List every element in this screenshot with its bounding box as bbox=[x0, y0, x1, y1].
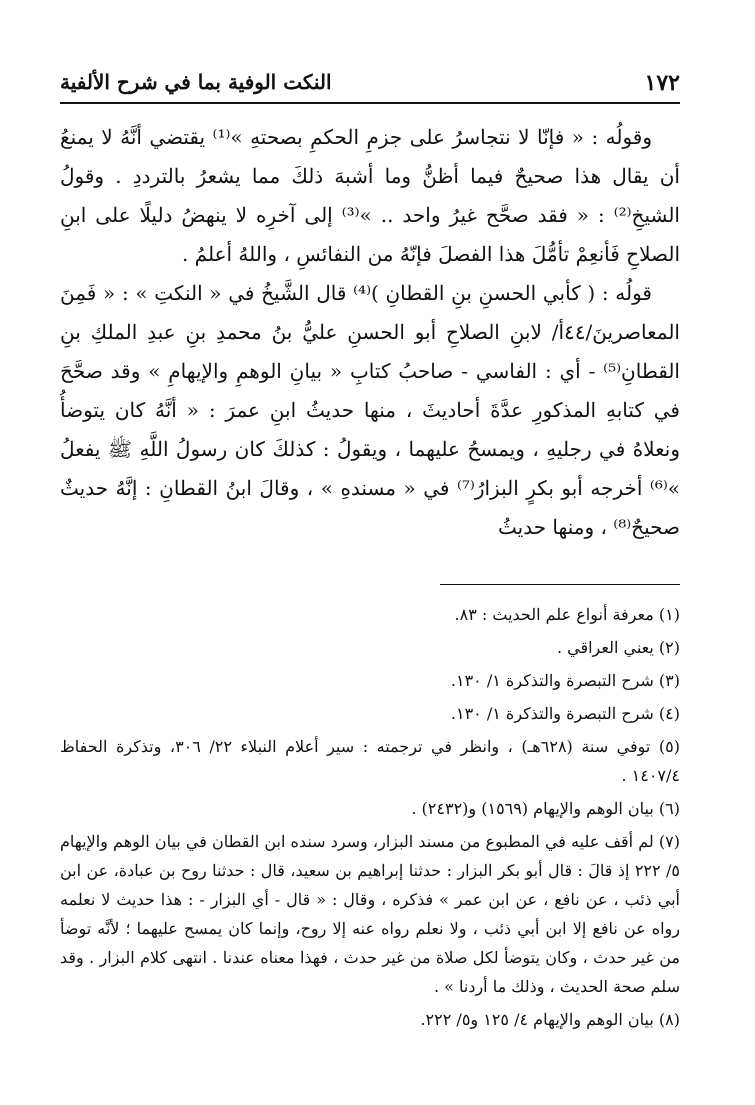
main-text bbox=[60, 118, 680, 547]
footnote: (٢) يعني العراقي . bbox=[556, 638, 680, 657]
header-rule bbox=[60, 102, 680, 104]
page-header bbox=[60, 60, 680, 102]
footnote: (٦) بيان الوهم والإيهام (١٥٦٩) و(٢٤٣٢) . bbox=[411, 799, 680, 818]
footnote: (٣) شرح التبصرة والتذكرة ١/ ١٣٠. bbox=[450, 671, 680, 690]
footnote: (٥) توفي سنة (٦٢٨هـ) ، وانظر في ترجمته : سير أعلام النبلاء ٢٢/ ٣٠٦، وتذكرة الحفاظ ١٤٠٧/٤ . bbox=[60, 737, 681, 785]
footnote: (٤) شرح التبصرة والتذكرة ١/ ١٣٠. bbox=[450, 704, 680, 723]
footnote: (٨) بيان الوهم والإيهام ٤/ ١٢٥ و٥/ ٢٢٢. bbox=[420, 1010, 680, 1029]
footnotes bbox=[60, 600, 680, 1038]
footnote: (١) معرفة أنواع علم الحديث : ٨٣. bbox=[454, 605, 680, 624]
running-title: النكت الوفية بما في شرح الألفية bbox=[60, 70, 332, 94]
footnote: (٧) لم أقف عليه في المطبوع من مسند البزار، وسرد سنده ابن القطان في بيان الوهم والإيهام ٥/ ٢٢٢ إذ قالَ : قال أبو بكر البزار : حدثنا إبراهيم بن سعيد، قال : حدثنا روح بن عبادة، عن ابن أبي ذئب ، عن نافع ، عن ابن عمر » فذكره ، وقال : « قال - أي البزار - : هذا حديث لا نعلمه رواه عن نافع إلا ابن أبي ذئب ، ولا نعلم رواه عنه إلا روح، وإنما كان يمسح عليهما ؛ لأنَّه توضأ من غير حدث ، وكان يتوضأ لكل صلاة من غير حدث ، فهذا معناه عندنا . انتهى كلام البزار . وقد سلم صحة الحديث ، وذلك ما أردنا » . bbox=[60, 832, 680, 996]
footnote-separator bbox=[440, 584, 680, 585]
page-number: ١٧٢ bbox=[644, 70, 680, 96]
paragraph: قولُه : ( كأبي الحسنِ بنِ القطانِ )⁽⁴⁾ قال الشَّيخُ في « النكتِ » : « فَمِنَ المعاصرينَ/٤٤أ/ لابنِ الصلاحِ أبو الحسنِ عليُّ بنُ محمدِ بنِ عبدِ الملكِ بنِ القطانِ⁽⁵⁾ - أي : الفاسي - صاحبُ كتابِ « بيانِ الوهمِ والإيهامِ » وقد صحَّحَ في كتابهِ المذكورِ عدَّةَ أحاديثَ ، منها حديثُ ابنِ عمرَ : « أنَّهُ كان يتوضأُ ونعلاهُ في رجليهِ ، ويمسحُ عليهما ، ويقولُ : كذلكَ كان رسولُ اللَّهِ ﷺ يفعلُ »⁽⁶⁾ أخرجه أبو بكرٍ البزارُ⁽⁷⁾ في « مسندهِ » ، وقالَ ابنُ القطانِ : إنَّهُ حديثٌ صحيحٌ⁽⁸⁾ ، ومنها حديثُ bbox=[60, 281, 680, 539]
paragraph: وقولُه : « فإنّا لا نتجاسرُ على جزمِ الحكمِ بصحتهِ »⁽¹⁾ يقتضي أنَّهُ لا يمنعُ أن يقال هذا صحيحٌ فيما أظنُّ وما أشبهَ ذلكَ مما يشعرُ بالترددِ . وقولُ الشيخِ⁽²⁾ : « فقد صحَّح غيرُ واحد .. »⁽³⁾ إلى آخرِه لا ينهضُ دليلًا على ابنِ الصلاحِ فَأنعِمْ تأمُّلَ هذا الفصلَ فإنّهُ من النفائسِ ، واللهُ أعلمُ . bbox=[60, 125, 680, 266]
